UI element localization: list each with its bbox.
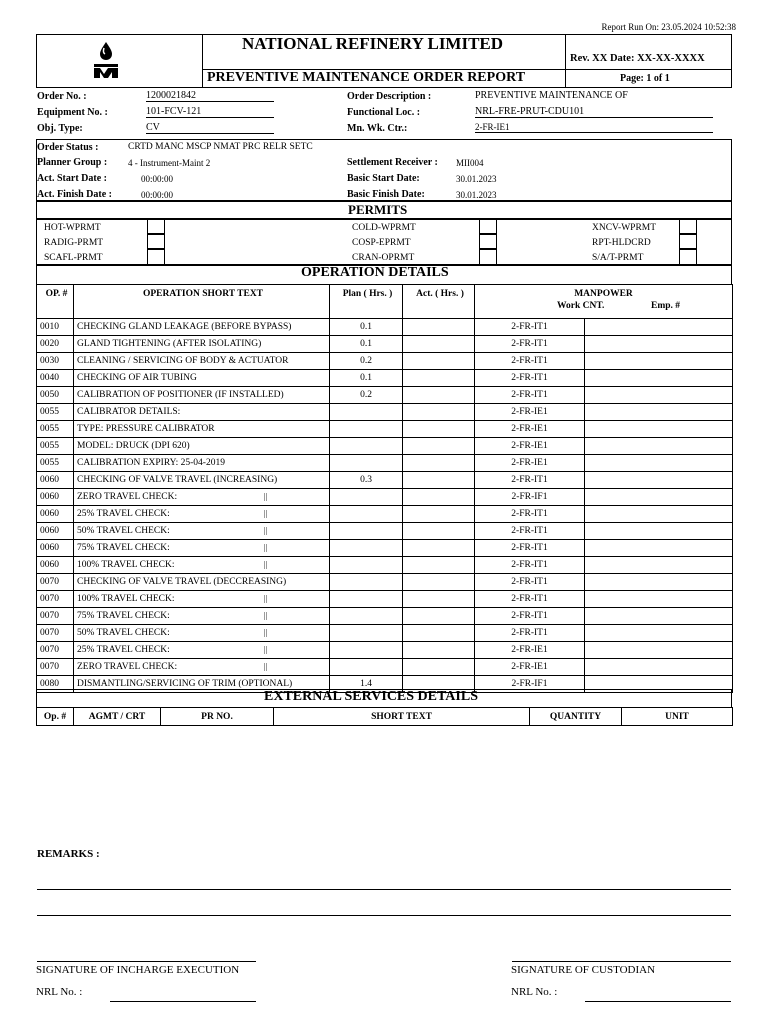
permit-rpt: RPT-HLDCRD <box>592 238 651 248</box>
settlement-label: Settlement Receiver : <box>347 157 438 168</box>
op-number: 0080 <box>37 676 74 693</box>
op-number: 0070 <box>37 625 74 642</box>
basic-start-label: Basic Start Date: <box>347 173 420 184</box>
op-emp-number <box>585 642 733 659</box>
op-short-text <box>74 506 330 523</box>
table-row <box>37 421 733 438</box>
op-emp-number <box>585 506 733 523</box>
op-act-hours <box>403 506 475 523</box>
op-work-center: 2-FR-IT1 <box>475 387 585 404</box>
op-emp-number <box>585 523 733 540</box>
manpower-label: MANPOWER <box>574 289 633 299</box>
order-no-value: 1200021842 <box>146 90 274 102</box>
sig-incharge-label: SIGNATURE OF INCHARGE EXECUTION <box>36 964 240 976</box>
op-number: 0070 <box>37 659 74 676</box>
order-desc-value: PREVENTIVE MAINTENANCE OF <box>475 90 628 101</box>
op-act-hours <box>403 540 475 557</box>
op-work-center: 2-FR-IT1 <box>475 540 585 557</box>
op-short-text-value: CHECKING GLAND LEAKAGE (BEFORE BYPASS) <box>77 322 292 332</box>
op-act-hours <box>403 489 475 506</box>
op-short-text <box>74 336 330 353</box>
company-logo <box>90 40 122 82</box>
op-short-text-value: CALIBRATION EXPIRY: 25-04-2019 <box>77 458 225 468</box>
op-plan-hours <box>330 506 403 523</box>
op-number: 0050 <box>37 387 74 404</box>
emp-label: Emp. # <box>651 301 681 311</box>
op-act-hours <box>403 659 475 676</box>
op-act-hours <box>403 642 475 659</box>
op-short-text <box>74 642 330 659</box>
op-plan-hours <box>330 540 403 557</box>
op-emp-number <box>585 591 733 608</box>
op-number: 0060 <box>37 506 74 523</box>
col-plan: Plan ( Hrs. ) <box>330 285 403 319</box>
nrl-no-left-line[interactable] <box>110 1001 256 1002</box>
op-work-center: 2-FR-IT1 <box>475 370 585 387</box>
op-check-mark: || <box>264 645 268 654</box>
op-short-text-value: TYPE: PRESSURE CALIBRATOR <box>77 424 215 434</box>
op-check-mark: || <box>264 611 268 620</box>
op-number: 0040 <box>37 370 74 387</box>
op-emp-number <box>585 540 733 557</box>
op-short-text <box>74 625 330 642</box>
op-emp-number <box>585 472 733 489</box>
work-cnt-label: Work CNT. <box>557 301 605 311</box>
op-short-text-value: GLAND TIGHTENING (AFTER ISOLATING) <box>77 339 262 349</box>
op-emp-number <box>585 574 733 591</box>
op-act-hours <box>403 625 475 642</box>
op-plan-hours <box>330 438 403 455</box>
op-short-text-value: 25% TRAVEL CHECK: <box>77 645 170 655</box>
act-finish-label: Act. Finish Date : <box>37 189 112 200</box>
op-act-hours <box>403 387 475 404</box>
ext-col-pr-no: PR NO. <box>161 708 274 726</box>
op-act-hours <box>403 370 475 387</box>
permit-checkbox[interactable] <box>147 249 165 265</box>
permit-checkbox[interactable] <box>679 234 697 249</box>
op-short-text <box>74 404 330 421</box>
table-row <box>37 319 733 336</box>
table-row <box>37 353 733 370</box>
permit-checkbox[interactable] <box>147 219 165 234</box>
ext-col-short-text: SHORT TEXT <box>274 708 530 726</box>
op-work-center: 2-FR-IT1 <box>475 523 585 540</box>
col-short-text: OPERATION SHORT TEXT <box>74 285 330 319</box>
table-row <box>37 489 733 506</box>
op-emp-number <box>585 387 733 404</box>
op-short-text <box>74 540 330 557</box>
nrl-no-left-label: NRL No. : <box>36 986 83 998</box>
ext-col-op: Op. # <box>37 708 74 726</box>
op-act-hours <box>403 421 475 438</box>
op-emp-number <box>585 421 733 438</box>
table-row <box>37 472 733 489</box>
op-work-center: 2-FR-IT1 <box>475 506 585 523</box>
op-short-text-value: 100% TRAVEL CHECK: <box>77 594 175 604</box>
external-services-table <box>36 707 733 726</box>
op-act-hours <box>403 438 475 455</box>
table-row <box>37 659 733 676</box>
table-row <box>37 625 733 642</box>
op-work-center: 2-FR-IE1 <box>475 438 585 455</box>
basic-finish-label: Basic Finish Date: <box>347 189 425 200</box>
op-plan-hours <box>330 659 403 676</box>
table-row <box>37 438 733 455</box>
permit-checkbox[interactable] <box>479 249 497 265</box>
op-work-center: 2-FR-IT1 <box>475 591 585 608</box>
op-number: 0010 <box>37 319 74 336</box>
op-act-hours <box>403 574 475 591</box>
remarks-label: REMARKS : <box>37 848 100 860</box>
remarks-line[interactable] <box>37 889 731 890</box>
op-number: 0070 <box>37 574 74 591</box>
op-short-text-value: CHECKING OF VALVE TRAVEL (INCREASING) <box>77 475 278 485</box>
op-plan-hours <box>330 421 403 438</box>
op-act-hours <box>403 353 475 370</box>
op-act-hours <box>403 591 475 608</box>
permits-title: PERMITS <box>348 202 408 217</box>
table-row <box>37 387 733 404</box>
op-number: 0055 <box>37 455 74 472</box>
op-act-hours <box>403 336 475 353</box>
op-work-center: 2-FR-IT1 <box>475 472 585 489</box>
op-emp-number <box>585 608 733 625</box>
op-plan-hours: 0.1 <box>330 336 403 353</box>
op-short-text <box>74 489 330 506</box>
op-plan-hours: 0.3 <box>330 472 403 489</box>
op-emp-number <box>585 353 733 370</box>
permit-checkbox[interactable] <box>679 249 697 265</box>
op-work-center: 2-FR-IE1 <box>475 659 585 676</box>
op-emp-number <box>585 319 733 336</box>
remarks-line[interactable] <box>37 915 731 916</box>
col-manpower <box>475 285 733 319</box>
op-short-text <box>74 659 330 676</box>
op-emp-number <box>585 489 733 506</box>
op-short-text-value: 75% TRAVEL CHECK: <box>77 611 170 621</box>
permit-sat: S/A/T-PRMT <box>592 253 644 263</box>
operations-header-row <box>37 285 733 319</box>
permit-scafl: SCAFL-PRMT <box>44 253 103 263</box>
ext-col-quantity: QUANTITY <box>530 708 622 726</box>
external-title: EXTERNAL SERVICES DETAILS <box>264 689 478 704</box>
op-short-text <box>74 319 330 336</box>
op-short-text <box>74 421 330 438</box>
op-work-center: 2-FR-IT1 <box>475 319 585 336</box>
sig-custodian-label: SIGNATURE OF CUSTODIAN <box>511 964 656 976</box>
op-short-text <box>74 608 330 625</box>
planner-group-label: Planner Group : <box>37 157 108 168</box>
func-loc-label: Functional Loc. : <box>347 107 421 118</box>
op-emp-number <box>585 336 733 353</box>
op-short-text <box>74 438 330 455</box>
op-act-hours <box>403 523 475 540</box>
equipment-no-value: 101-FCV-121 <box>146 106 274 118</box>
op-plan-hours: 0.2 <box>330 387 403 404</box>
permit-checkbox[interactable] <box>479 219 497 234</box>
op-plan-hours: 0.1 <box>330 370 403 387</box>
op-check-mark: || <box>264 543 268 552</box>
op-check-mark: || <box>264 509 268 518</box>
op-plan-hours <box>330 557 403 574</box>
op-number: 0070 <box>37 608 74 625</box>
op-check-mark: || <box>264 662 268 671</box>
op-short-text <box>74 557 330 574</box>
table-row <box>37 540 733 557</box>
report-run-on: Report Run On: 23.05.2024 10:52:38 <box>601 22 736 32</box>
table-row <box>37 557 733 574</box>
table-row <box>37 608 733 625</box>
table-row <box>37 370 733 387</box>
op-emp-number <box>585 557 733 574</box>
op-short-text-value: 25% TRAVEL CHECK: <box>77 509 170 519</box>
op-plan-hours: 0.1 <box>330 319 403 336</box>
table-row <box>37 404 733 421</box>
op-work-center: 2-FR-IT1 <box>475 625 585 642</box>
op-act-hours <box>403 455 475 472</box>
mn-wk-ctr-label: Mn. Wk. Ctr.: <box>347 123 408 134</box>
op-short-text <box>74 387 330 404</box>
order-no-label: Order No. : <box>37 91 87 102</box>
op-emp-number <box>585 625 733 642</box>
order-status-label: Order Status : <box>37 142 99 153</box>
page-number: Page: 1 of 1 <box>620 73 670 84</box>
op-work-center: 2-FR-IF1 <box>475 489 585 506</box>
op-number: 0060 <box>37 523 74 540</box>
op-emp-number <box>585 455 733 472</box>
table-row <box>37 642 733 659</box>
col-act: Act. ( Hrs. ) <box>403 285 475 319</box>
act-start-label: Act. Start Date : <box>37 173 107 184</box>
op-emp-number <box>585 438 733 455</box>
op-number: 0030 <box>37 353 74 370</box>
op-short-text-value: 50% TRAVEL CHECK: <box>77 526 170 536</box>
op-short-text-value: CLEANING / SERVICING OF BODY & ACTUATOR <box>77 356 289 366</box>
order-status-value: CRTD MANC MSCP NMAT PRC RELR SETC <box>128 142 313 152</box>
equipment-no-label: Equipment No. : <box>37 107 108 118</box>
op-act-hours <box>403 557 475 574</box>
op-plan-hours <box>330 591 403 608</box>
op-work-center: 2-FR-IF1 <box>475 676 585 693</box>
act-finish-value: 00:00:00 <box>141 190 174 200</box>
revision-date: Rev. XX Date: XX-XX-XXXX <box>570 53 705 64</box>
order-desc-label: Order Description : <box>347 91 432 102</box>
op-short-text <box>74 523 330 540</box>
permit-cosp: COSP-EPRMT <box>352 238 411 248</box>
nrl-no-right-label: NRL No. : <box>511 986 558 998</box>
op-plan-hours <box>330 404 403 421</box>
company-name: NATIONAL REFINERY LIMITED <box>242 34 504 53</box>
op-plan-hours: 1.4 <box>330 676 403 693</box>
op-short-text-value: CALIBRATION OF POSITIONER (IF INSTALLED) <box>77 390 284 400</box>
operations-table <box>36 284 733 693</box>
op-number: 0060 <box>37 472 74 489</box>
table-row <box>37 336 733 353</box>
act-start-value: 00:00:00 <box>141 174 174 184</box>
report-title: PREVENTIVE MAINTENANCE ORDER REPORT <box>207 70 526 85</box>
op-short-text-value: CALIBRATOR DETAILS: <box>77 407 181 417</box>
op-short-text-value: 75% TRAVEL CHECK: <box>77 543 170 553</box>
permit-checkbox[interactable] <box>679 219 697 234</box>
table-row <box>37 574 733 591</box>
table-row <box>37 591 733 608</box>
op-plan-hours <box>330 608 403 625</box>
planner-group-value: 4 - Instrument-Maint 2 <box>128 158 211 168</box>
table-row <box>37 523 733 540</box>
obj-type-label: Obj. Type: <box>37 123 83 134</box>
op-check-mark: || <box>264 560 268 569</box>
basic-finish-value: 30.01.2023 <box>456 190 497 200</box>
op-work-center: 2-FR-IE1 <box>475 404 585 421</box>
op-short-text-value: ZERO TRAVEL CHECK: <box>77 662 178 672</box>
op-number: 0055 <box>37 404 74 421</box>
permit-checkbox[interactable] <box>479 234 497 249</box>
op-short-text <box>74 353 330 370</box>
op-short-text-value: ZERO TRAVEL CHECK: <box>77 492 178 502</box>
nrl-no-right-line[interactable] <box>585 1001 731 1002</box>
op-short-text <box>74 574 330 591</box>
op-work-center: 2-FR-IE1 <box>475 421 585 438</box>
op-number: 0060 <box>37 540 74 557</box>
op-short-text <box>74 370 330 387</box>
op-number: 0060 <box>37 557 74 574</box>
op-emp-number <box>585 659 733 676</box>
op-act-hours <box>403 319 475 336</box>
op-number: 0060 <box>37 489 74 506</box>
op-work-center: 2-FR-IT1 <box>475 557 585 574</box>
op-work-center: 2-FR-IE1 <box>475 642 585 659</box>
op-plan-hours <box>330 523 403 540</box>
op-work-center: 2-FR-IT1 <box>475 608 585 625</box>
op-short-text-value: 50% TRAVEL CHECK: <box>77 628 170 638</box>
op-short-text <box>74 591 330 608</box>
op-number: 0020 <box>37 336 74 353</box>
op-short-text-value: CHECKING OF AIR TUBING <box>77 373 197 383</box>
op-number: 0070 <box>37 591 74 608</box>
op-short-text-value: DISMANTLING/SERVICING OF TRIM (OPTIONAL) <box>77 679 293 689</box>
op-short-text-value: CHECKING OF VALVE TRAVEL (DECCREASING) <box>77 577 287 587</box>
op-work-center: 2-FR-IE1 <box>475 455 585 472</box>
op-check-mark: || <box>264 526 268 535</box>
permit-checkbox[interactable] <box>147 234 165 249</box>
op-plan-hours <box>330 625 403 642</box>
op-check-mark: || <box>264 594 268 603</box>
op-number: 0070 <box>37 642 74 659</box>
op-check-mark: || <box>264 492 268 501</box>
op-short-text-value: MODEL: DRUCK (DPI 620) <box>77 441 190 451</box>
op-short-text <box>74 472 330 489</box>
op-work-center: 2-FR-IT1 <box>475 336 585 353</box>
func-loc-value: NRL-FRE-PRUT-CDU101 <box>475 106 713 118</box>
op-plan-hours: 0.2 <box>330 353 403 370</box>
op-emp-number <box>585 370 733 387</box>
op-plan-hours <box>330 574 403 591</box>
permit-cran: CRAN-OPRMT <box>352 253 415 263</box>
op-act-hours <box>403 404 475 421</box>
op-number: 0055 <box>37 438 74 455</box>
permit-hot: HOT-WPRMT <box>44 223 101 233</box>
operations-title: OPERATION DETAILS <box>301 265 449 280</box>
op-work-center: 2-FR-IT1 <box>475 353 585 370</box>
op-short-text <box>74 455 330 472</box>
basic-start-value: 30.01.2023 <box>456 174 497 184</box>
op-act-hours <box>403 472 475 489</box>
ext-col-agmt: AGMT / CRT <box>74 708 161 726</box>
permit-xncv: XNCV-WPRMT <box>592 223 657 233</box>
table-row <box>37 455 733 472</box>
obj-type-value: CV <box>146 122 274 134</box>
table-row <box>37 506 733 523</box>
permit-cold: COLD-WPRMT <box>352 223 416 233</box>
op-emp-number <box>585 404 733 421</box>
op-act-hours <box>403 608 475 625</box>
op-plan-hours <box>330 455 403 472</box>
settlement-value: MII004 <box>456 158 484 168</box>
permit-radig: RADIG-PRMT <box>44 238 104 248</box>
op-plan-hours <box>330 489 403 506</box>
external-header-row <box>37 708 733 726</box>
mn-wk-ctr-value: 2-FR-IE1 <box>475 122 713 133</box>
op-number: 0055 <box>37 421 74 438</box>
ext-col-unit: UNIT <box>622 708 733 726</box>
op-work-center: 2-FR-IT1 <box>475 574 585 591</box>
col-op: OP. # <box>37 285 74 319</box>
op-check-mark: || <box>264 628 268 637</box>
op-plan-hours <box>330 642 403 659</box>
op-short-text-value: 100% TRAVEL CHECK: <box>77 560 175 570</box>
